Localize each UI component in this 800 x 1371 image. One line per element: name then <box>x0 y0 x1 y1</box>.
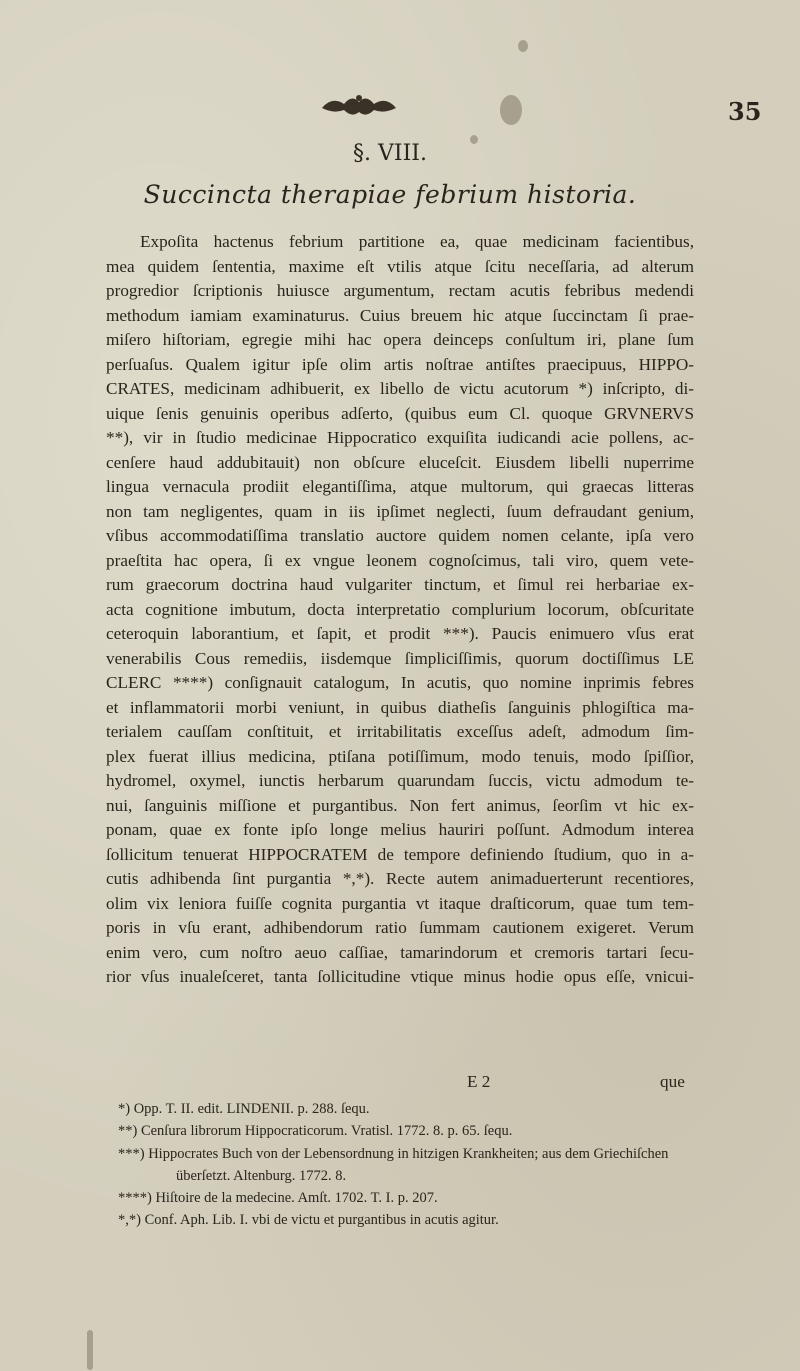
page-title: Succincta therapiae febrium historia. <box>143 180 637 209</box>
text-line: terialem cauſſam conſtituit, et irritabilitatis exceſſus adeſt, admodum ſim- <box>106 722 694 741</box>
ink-spot <box>87 1330 93 1370</box>
text-line: poris in vſu erant, adhibendorum ratio ſummam cautionem exigeret. Verum <box>106 918 694 937</box>
ink-spot <box>518 40 528 52</box>
footnote: **) Cenſura librorum Hippocraticorum. Vratisl. 1772. 8. p. 65. ſequ. <box>118 1123 513 1140</box>
text-line: progredior ſcriptionis huiusce argumentum, rectam acutis febribus medendi <box>106 281 694 300</box>
text-line: methodum iamiam examinaturus. Cuius breuem hic atque ſuccinctam ſi prae- <box>106 305 694 325</box>
signature-mark: E 2 <box>467 1072 491 1091</box>
footnotes <box>118 1098 718 1232</box>
text-line: CRATES, medicinam adhibuerit, ex libello de victu acutorum *) inſcripto, di- <box>106 379 694 398</box>
catchword: que <box>660 1072 685 1091</box>
text-line: lingua vernacula prodiit elegantiſſima, atque multorum, qui graecas litteras <box>106 477 694 496</box>
text-line: perſuaſus. Qualem igitur ipſe olim artis noſtrae antiſtes praecipuus, HIPPO- <box>106 354 694 374</box>
text-line: praeſtita hac opera, ſi ex vngue leonem cognoſcimus, tali viro, quem vete- <box>106 550 694 570</box>
text-line: miſero hiſtoriam, egregie mihi hac opera deinceps conſultum iri, plane ſum <box>106 330 694 349</box>
text-line: mea quidem ſententia, maxime eſt vtilis atque ſcitu neceſſaria, ad alterum <box>106 256 694 276</box>
footnote: ***) Hippocrates Buch von der Lebensordnung in hitzigen Krankheiten; aus dem Griechiſchen <box>118 1145 669 1162</box>
text-line: cutis adhibenda ſint purgantia *,*). Recte autem animaduerterunt recentiores, <box>106 869 694 888</box>
text-line: acta cognitione imbutum, docta interpretatio complurium locorum, obſcuritate <box>106 599 694 619</box>
body-text <box>106 230 694 990</box>
text-line: plex fuerat illius medicina, ptiſana potiſſimum, modo tenuis, modo ſpiſſior, <box>106 746 694 766</box>
footnote: ****) Hiſtoire de la medecine. Amſt. 1702. T. I. p. 207. <box>118 1190 438 1207</box>
text-line: et inflammatorii morbi veniunt, in quibus diatheſis ſanguinis phlogiſtica ma- <box>106 697 694 717</box>
text-line: ceteroquin laborantium, et ſapit, et prodit ***). Paucis enimuero vſus erat <box>106 624 694 643</box>
footnote: *,*) Conf. Aph. Lib. I. vbi de victu et purgantibus in acutis agitur. <box>118 1212 499 1229</box>
footnote: *) Opp. T. II. edit. LINDENII. p. 288. ſequ. <box>118 1101 370 1117</box>
text-line: rior vſus inualeſceret, tanta ſollicitudine vtique minus hodie opus eſſe, vnicui- <box>106 967 694 986</box>
text-line: rum graecorum doctrina haud vulgariter tinctum, et ſimul rei herbariae ex- <box>106 575 694 594</box>
text-line: olim vix leniora fuiſſe cognita purgantia vt itaque draſticorum, quae tum tem- <box>106 893 694 913</box>
printers-ornament <box>318 92 400 118</box>
page-number: 35 <box>728 97 762 126</box>
text-line: hydromel, oxymel, iunctis herbarum quarundam ſuccis, victu admodum te- <box>106 771 694 790</box>
text-line: ponam, quae ex fonte ipſo longe melius hauriri poſſunt. Admodum interea <box>106 820 694 839</box>
section-heading: §. VIII. <box>353 141 427 166</box>
text-line: vſibus accommodatiſſima translatio auctore quidem nomen celante, ipſa vero <box>106 526 694 545</box>
text-line: Expoſita hactenus febrium partitione ea, quae medicinam facientibus, <box>140 232 694 251</box>
text-line: uique ſenis genuinis operibus adſerto, (quibus eum Cl. quoque GRVNERVS <box>106 403 694 423</box>
text-line: CLERC ****) conſignauit catalogum, In acutis, quo nomine inprimis febres <box>106 673 694 692</box>
text-line: nui, ſanguinis miſſione et purgantibus. Non fert animus, ſeorſim vt hic ex- <box>106 795 694 815</box>
text-line: enim vero, cum noſtro aeuo caſſiae, tamarindorum et cremoris tartari ſecu- <box>106 942 694 962</box>
text-line: non tam negligentes, quam in iis ipſimet neglecti, ſuum defraudant genium, <box>106 501 694 521</box>
text-line: venerabilis Cous remediis, iisdemque ſimpliciſſimis, quorum doctiſſimus LE <box>106 648 694 668</box>
text-line: cenſere haud addubitauit) non obſcure eluceſcit. Eiusdem libelli nuperrime <box>106 452 694 472</box>
text-line: **), vir in ſtudio medicinae Hippocratico exquiſita iudicandi acie pollens, ac- <box>106 428 694 447</box>
ink-spot <box>500 95 522 125</box>
footnote: überſetzt. Altenburg. 1772. 8. <box>176 1167 347 1184</box>
text-line: ſollicitum tenuerat HIPPOCRATEM de tempore definiendo ſtudium, quo in a- <box>106 844 694 864</box>
